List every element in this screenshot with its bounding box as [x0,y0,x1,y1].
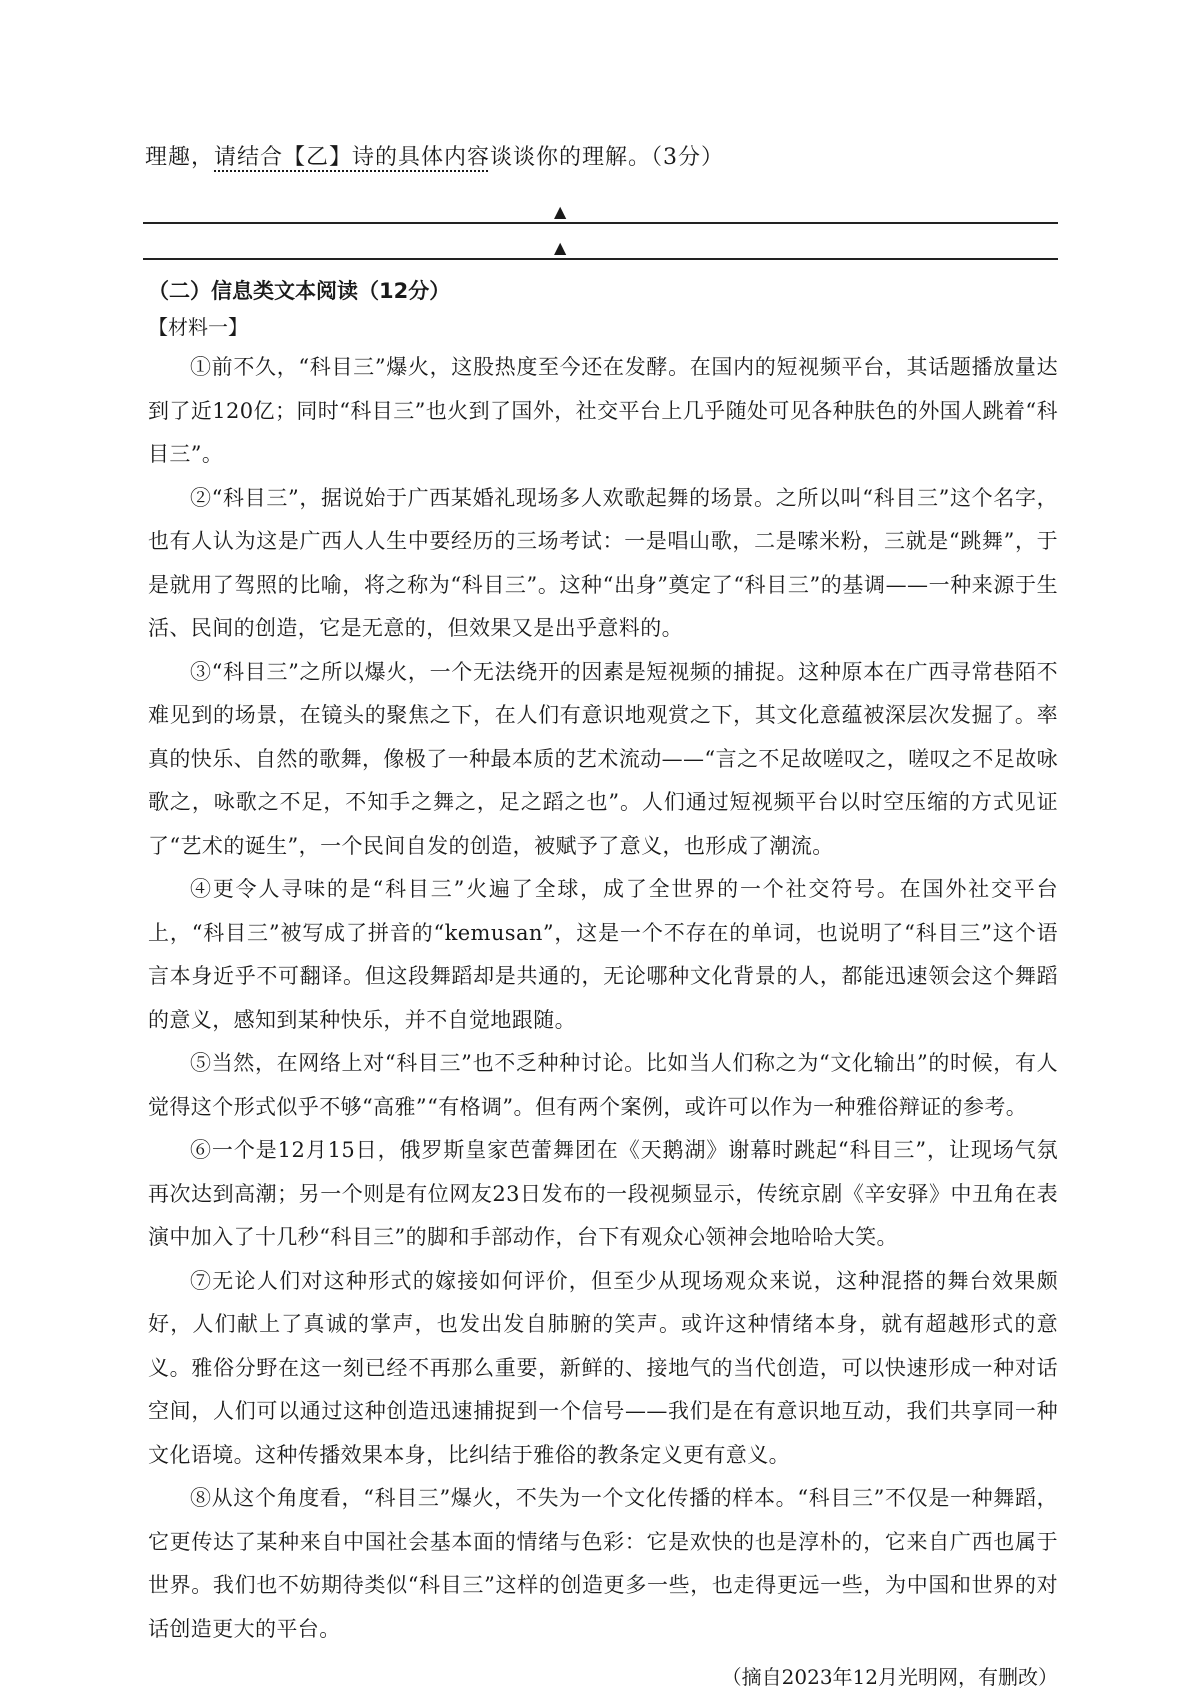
answer-line [143,222,1058,224]
paragraph: ⑧从这个角度看，“科目三”爆火，不失为一个文化传播的样本。“科目三”不仅是一种舞蹈，它更传达了某种来自中国社会基本面的情绪与色彩：它是欢快的也是淳朴的，它来自广西也属于世界。我们也不妨期待类似“科目三”这样的创造更多一些，也走得更远一些，为中国和世界的对话创造更大的平台。 [148,1486,1058,1641]
source-citation: （摘自2023年12月光明网，有删改） [721,1665,1058,1689]
paragraph: ①前不久，“科目三”爆火，这股热度至今还在发酵。在国内的短视频平台，其话题播放量达到了近120亿；同时“科目三”也火到了国外，社交平台上几乎随处可见各种肤色的外国人跳着“科目三”。 [148,355,1058,466]
question-suffix: 谈谈你的理解。（3分） [490,145,725,170]
answer-mark-triangle: ▲ [554,238,567,257]
paragraph: ③“科目三”之所以爆火，一个无法绕开的因素是短视频的捕捉。这种原本在广西寻常巷陌不难见到的场景，在镜头的聚焦之下，在人们有意识地观赏之下，其文化意蕴被深层次发掘了。率真的快乐、自然的歌舞，像极了一种最本质的艺术流动——“言之不足故嗟叹之，嗟叹之不足故咏歌之，咏歌之不足，不知手之舞之，足之蹈之也”。人们通过短视频平台以时空压缩的方式见证了“艺术的诞生”，一个民间自发的创造，被赋予了意义，也形成了潮流。 [148,659,1058,858]
paragraph: ⑥一个是12月15日，俄罗斯皇家芭蕾舞团在《天鹅湖》谢幕时跳起“科目三”，让现场气氛再次达到高潮；另一个则是有位网友23日发布的一段视频显示，传统京剧《辛安驿》中丑角在表演中加入了十几秒“科目三”的脚和手部动作，台下有观众心领神会地哈哈大笑。 [148,1138,1058,1249]
previous-question-tail [145,140,724,171]
paragraph: ⑦无论人们对这种形式的嫁接如何评价，但至少从现场观众来说，这种混搭的舞台效果颇好，人们献上了真诚的掌声，也发出发自肺腑的笑声。或许这种情绪本身，就有超越形式的意义。雅俗分野在这一刻已经不再那么重要，新鲜的、接地气的当代创造，可以快速形成一种对话空间，人们可以通过这种创造迅速捕捉到一个信号——我们是在有意识地互动，我们共享同一种文化语境。这种传播效果本身，比纠结于雅俗的教条定义更有意义。 [148,1268,1058,1467]
material-label: 【材料一】 [148,315,248,339]
paragraph: ④更令人寻味的是“科目三”火遍了全球，成了全世界的一个社交符号。在国外社交平台上，“科目三”被写成了拼音的“kemusan”，这是一个不存在的单词，也说明了“科目三”这个语言本身近乎不可翻译。但这段舞蹈却是共通的，无论哪种文化背景的人，都能迅速领会这个舞蹈的意义，感知到某种快乐，并不自觉地跟随。 [148,877,1058,1032]
section-title: （二）信息类文本阅读（12分） [148,279,451,303]
reading-section [148,272,1058,1697]
paragraph: ②“科目三”，据说始于广西某婚礼现场多人欢歌起舞的场景。之所以叫“科目三”这个名字，也有人认为这是广西人人生中要经历的三场考试：一是唱山歌，二是嗦米粉，三就是“跳舞”，于是就用了驾照的比喻，将之称为“科目三”。这种“出身”奠定了“科目三”的基调——一种来源于生活、民间的创造，它是无意的，但效果又是出乎意料的。 [148,485,1058,640]
question-prefix: 理趣， [145,145,215,170]
answer-line [143,258,1058,260]
question-emphasis: 请结合【乙】诗的具体内容 [214,145,491,170]
answer-mark-triangle: ▲ [554,202,567,221]
paragraph: ⑤当然，在网络上对“科目三”也不乏种种讨论。比如当人们称之为“文化输出”的时候，有人觉得这个形式似乎不够“高雅”“有格调”。但有两个案例，或许可以作为一种雅俗辩证的参考。 [148,1051,1058,1119]
